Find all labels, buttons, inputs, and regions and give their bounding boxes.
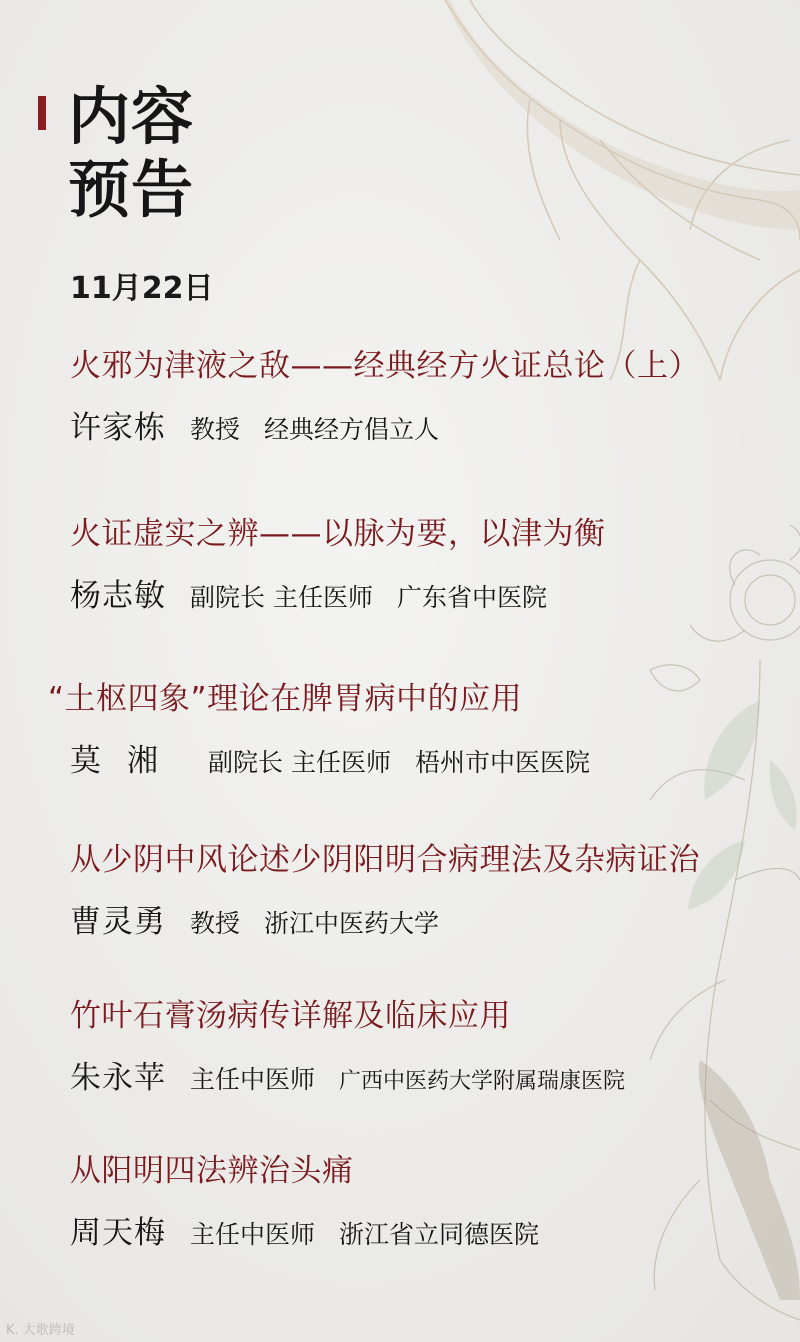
page-title-line-1: 内容 xyxy=(68,80,195,153)
speaker-role: 主任中医师 xyxy=(190,1220,316,1249)
session-speaker xyxy=(70,735,590,780)
speaker-name: 许家栋 xyxy=(70,410,166,446)
speaker-name: 周天梅 xyxy=(70,1215,166,1251)
session-topic: 火证虚实之辨——以脉为要，以津为衡 xyxy=(70,516,606,552)
speaker-name: 莫湘 xyxy=(70,743,184,779)
speaker-role: 教授 xyxy=(190,415,241,444)
event-date: 11月22日 xyxy=(70,271,214,306)
session-topic: 从阳明四法辨治头痛 xyxy=(70,1153,354,1189)
speaker-role: 副院长 主任医师 xyxy=(190,583,373,612)
source-watermark: K. 大歌跨境 xyxy=(6,1323,75,1338)
speaker-role: 主任中医师 xyxy=(190,1065,316,1094)
speaker-organization: 梧州市中医医院 xyxy=(414,748,590,777)
title-accent-bar xyxy=(38,96,46,130)
page-title xyxy=(68,80,268,226)
speaker-organization: 经典经方倡立人 xyxy=(264,415,440,444)
speaker-role: 副院长 主任医师 xyxy=(208,748,391,777)
speaker-organization: 浙江省立同德医院 xyxy=(339,1220,540,1249)
session-topic: “土枢四象”理论在脾胃病中的应用 xyxy=(48,681,523,717)
session-speaker xyxy=(70,402,439,447)
session-speaker xyxy=(70,896,439,941)
session-speaker xyxy=(70,1207,539,1252)
session-speaker xyxy=(70,1052,625,1097)
session-topic: 从少阴中风论述少阴阳明合病理法及杂病证治 xyxy=(70,842,700,878)
page-title-line-2: 预告 xyxy=(68,153,195,226)
speaker-organization: 广东省中医院 xyxy=(396,583,547,612)
session-topic: 火邪为津液之敌——经典经方火证总论（上） xyxy=(70,348,700,384)
speaker-name: 杨志敏 xyxy=(70,578,166,614)
speaker-name: 朱永苹 xyxy=(70,1060,166,1096)
speaker-role: 教授 xyxy=(190,909,241,938)
speaker-organization: 浙江中医药大学 xyxy=(264,909,440,938)
session-speaker xyxy=(70,570,547,615)
speaker-name: 曹灵勇 xyxy=(70,904,166,940)
speaker-organization: 广西中医药大学附属瑞康医院 xyxy=(339,1069,626,1094)
session-topic: 竹叶石膏汤病传详解及临床应用 xyxy=(70,998,511,1034)
